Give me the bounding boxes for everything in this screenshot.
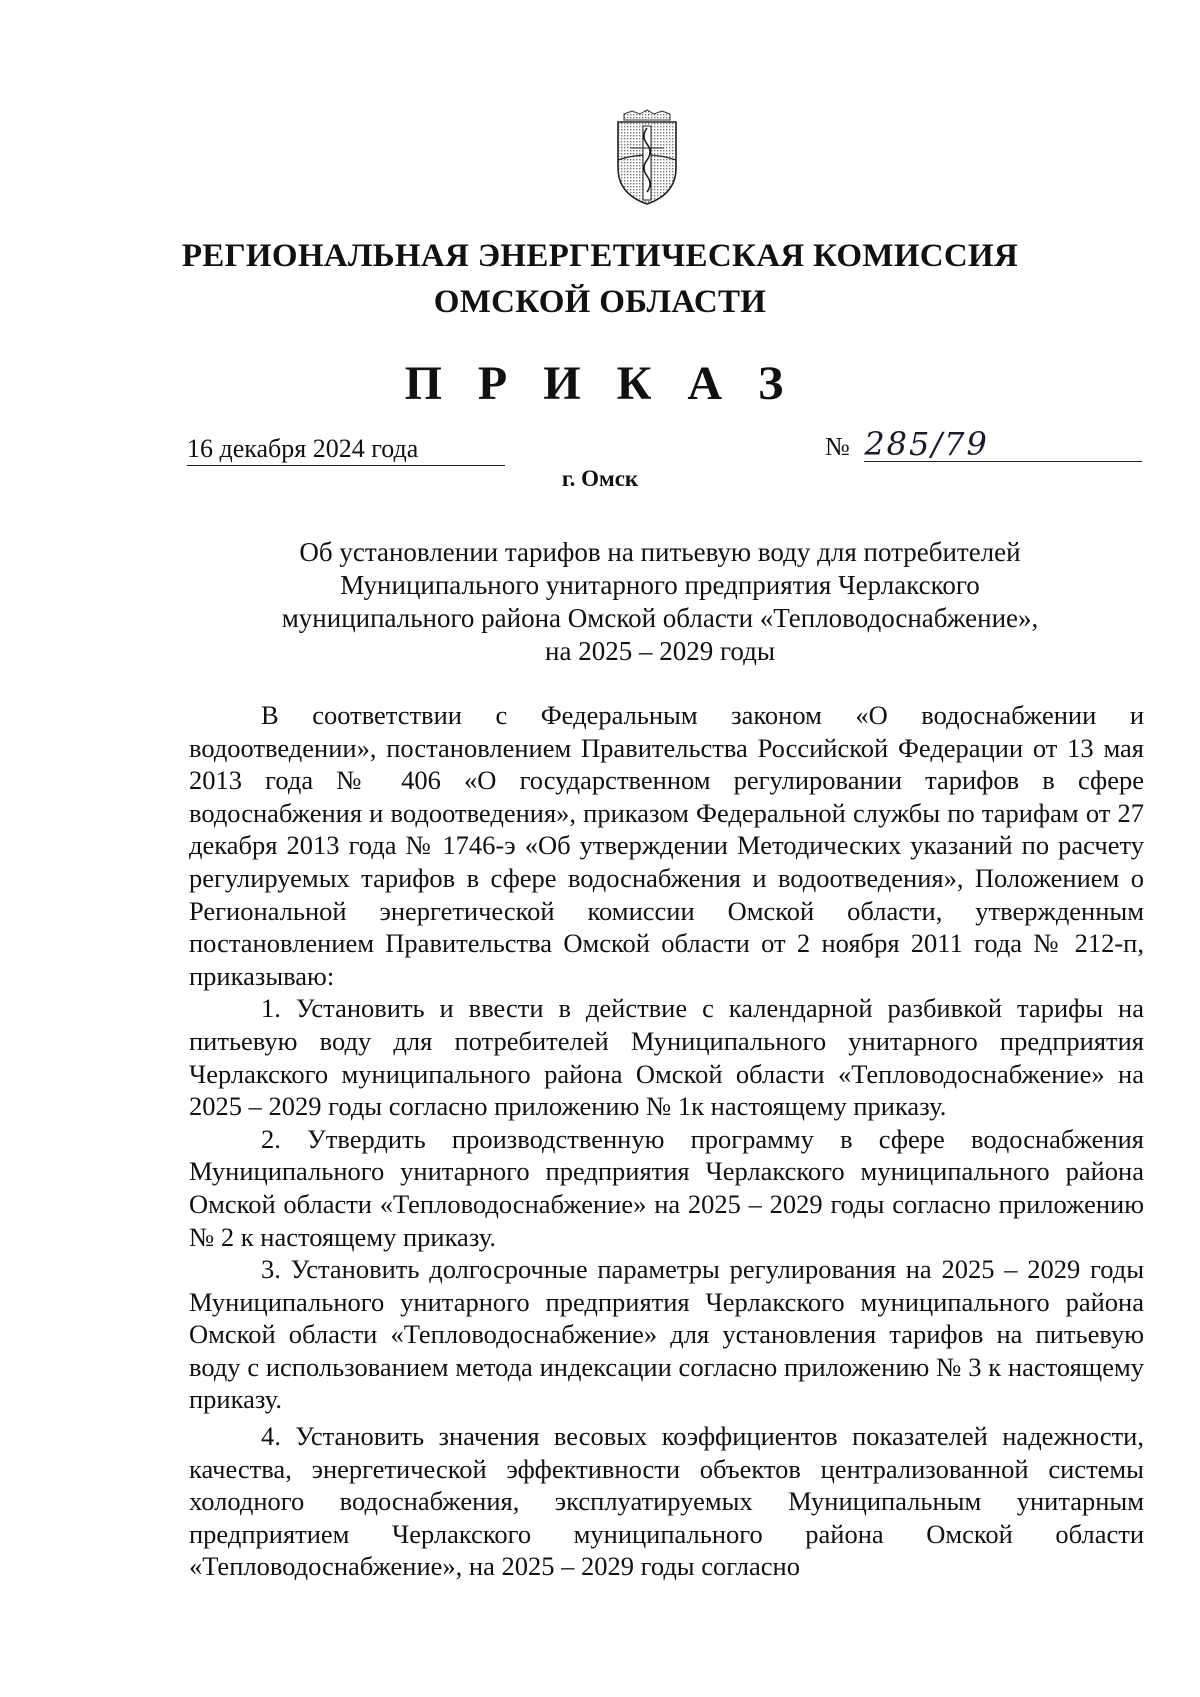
organization-name: РЕГИОНАЛЬНАЯ ЭНЕРГЕТИЧЕСКАЯ КОМИССИЯ (181, 238, 1019, 274)
order-item-3: 3. Установить долгосрочные параметры регулирования на 2025 – 2029 годы Муниципального унитарного предприятия Черлакского муниципального района Омской области «Тепловодоснабжение» для установления тарифов на питьевую воду с использованием метода индексации согласно приложению № 3 к настоящему приказу. (189, 1254, 1144, 1415)
subject-line: муниципального района Омской области «Тепловодоснабжение», (281, 603, 1039, 633)
subject-line: Об установлении тарифов на питьевую воду для потребителей (299, 537, 1021, 567)
organization-region: ОМСКОЙ ОБЛАСТИ (433, 284, 767, 320)
order-item-4: 4. Установить значения весовых коэффициентов показателей надежности, качества, энергетической эффективности объектов централизованной системы холодного водоснабжения, эксплуатируемых Муниципальным унитарным предприятием Черлакского муниципального района Омской области «Тепловодоснабжение», на 2025 – 2029 годы согласно (189, 1421, 1144, 1582)
number-underline (864, 461, 1142, 462)
order-item-1: 1. Установить и ввести в действие с календарной разбивкой тарифы на питьевую воду для потребителей Муниципального унитарного предприятия Черлакского муниципального района Омской области «Тепловодоснабжение» на 2025 – 2029 годы согласно приложению № 1к настоящему приказу. (189, 993, 1144, 1122)
document-number (825, 425, 989, 463)
number-handwritten: 285/79 (864, 425, 989, 463)
subject-line: Муниципального унитарного предприятия Черлакского (340, 570, 980, 600)
document-date: 16 декабря 2024 года (187, 434, 419, 463)
order-item-2: 2. Утвердить производственную программу в сфере водоснабжения Муниципального унитарного предприятия Черлакского муниципального района Омской области «Тепловодоснабжение» на 2025 – 2029 годы согласно приложению № 2 к настоящему приказу. (189, 1123, 1144, 1252)
document-subject (180, 536, 1140, 668)
coat-of-arms-emblem (612, 108, 682, 208)
document-body (189, 699, 1144, 1583)
preamble-paragraph: В соответствии с Федеральным законом «О водоснабжении и водоотведении», постановлением Правительства Российской Федерации от 13 мая 2013 года № 406 «О государственном регулировании тарифов в сфере водоснабжения и водоотведения», приказом Федеральной службы по тарифам от 27 декабря 2013 года № 1746-э «Об утверждении Методических указаний по расчету регулируемых тарифов в сфере водоснабжения и водоотведения», Положением о Региональной энергетической комиссии Омской области, утвержденным постановлением Правительства Омской области от 2 ноября 2011 года № 212-п, приказываю: (189, 700, 1144, 991)
document-type-title: П Р И К А З (404, 357, 796, 410)
city: г. Омск (561, 466, 639, 491)
number-label: № (825, 432, 850, 461)
subject-line: на 2025 – 2029 годы (545, 636, 775, 666)
